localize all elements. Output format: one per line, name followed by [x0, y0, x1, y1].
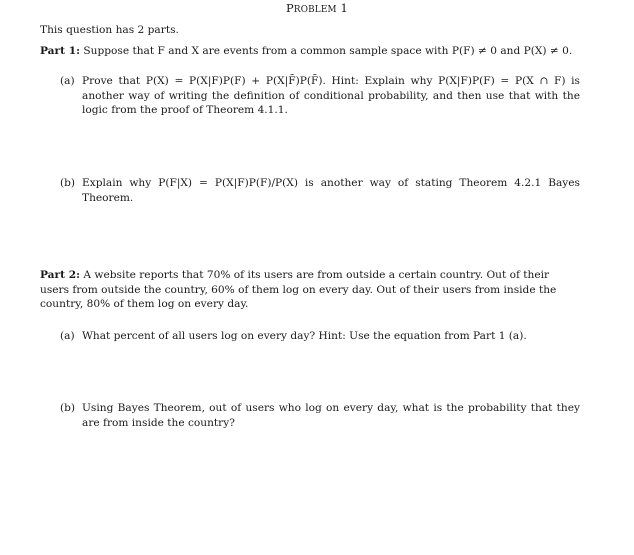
- part1-label: Part 1:: [40, 45, 80, 57]
- title-number: 1: [336, 1, 348, 15]
- part2-statement: [40, 268, 580, 312]
- part1-item-b: [60, 176, 580, 205]
- title-initial: P: [286, 1, 294, 15]
- part1-a-label: (a): [60, 75, 75, 87]
- part2-a-text: What percent of all users log on every day? Hint: Use the equation from Part 1 (a).: [82, 330, 527, 342]
- part2-item-a: [60, 329, 580, 344]
- title-smallcaps: ROBLEM: [293, 5, 337, 15]
- part2-a-label: (a): [60, 330, 75, 342]
- intro-text: This question has 2 parts.: [40, 24, 179, 36]
- part1-a-text: Prove that P(X) = P(X|F)P(F) + P(X|F̄)P(F̄). Hint: Explain why P(X|F)P(F) = P(X ∩ F) is another way of writing the definition of conditional probability, and then use that with the logic from the proof of Theorem 4.1.1.: [82, 75, 580, 117]
- part2-b-text: Using Bayes Theorem, out of users who log on every day, what is the probability that they are from inside the country?: [82, 402, 580, 429]
- part1-b-text: Explain why P(F|X) = P(X|F)P(F)/P(X) is another way of stating Theorem 4.2.1 Bayes Theorem.: [82, 177, 580, 204]
- part1-statement: [40, 44, 600, 59]
- problem-title: [0, 1, 634, 15]
- part2-text: A website reports that 70% of its users are from outside a certain country. Out of their users from outside the country, 60% of them log on every day. Out of their users from inside the country, 80% of them log on every day.: [40, 269, 557, 311]
- part2-item-b: [60, 401, 580, 430]
- part1-text: Suppose that F and X are events from a common sample space with P(F) ≠ 0 and P(X) ≠ 0.: [83, 45, 573, 57]
- part1-b-label: (b): [60, 177, 76, 189]
- part2-b-label: (b): [60, 402, 76, 414]
- part1-item-a: [60, 74, 580, 118]
- part2-label: Part 2:: [40, 269, 80, 281]
